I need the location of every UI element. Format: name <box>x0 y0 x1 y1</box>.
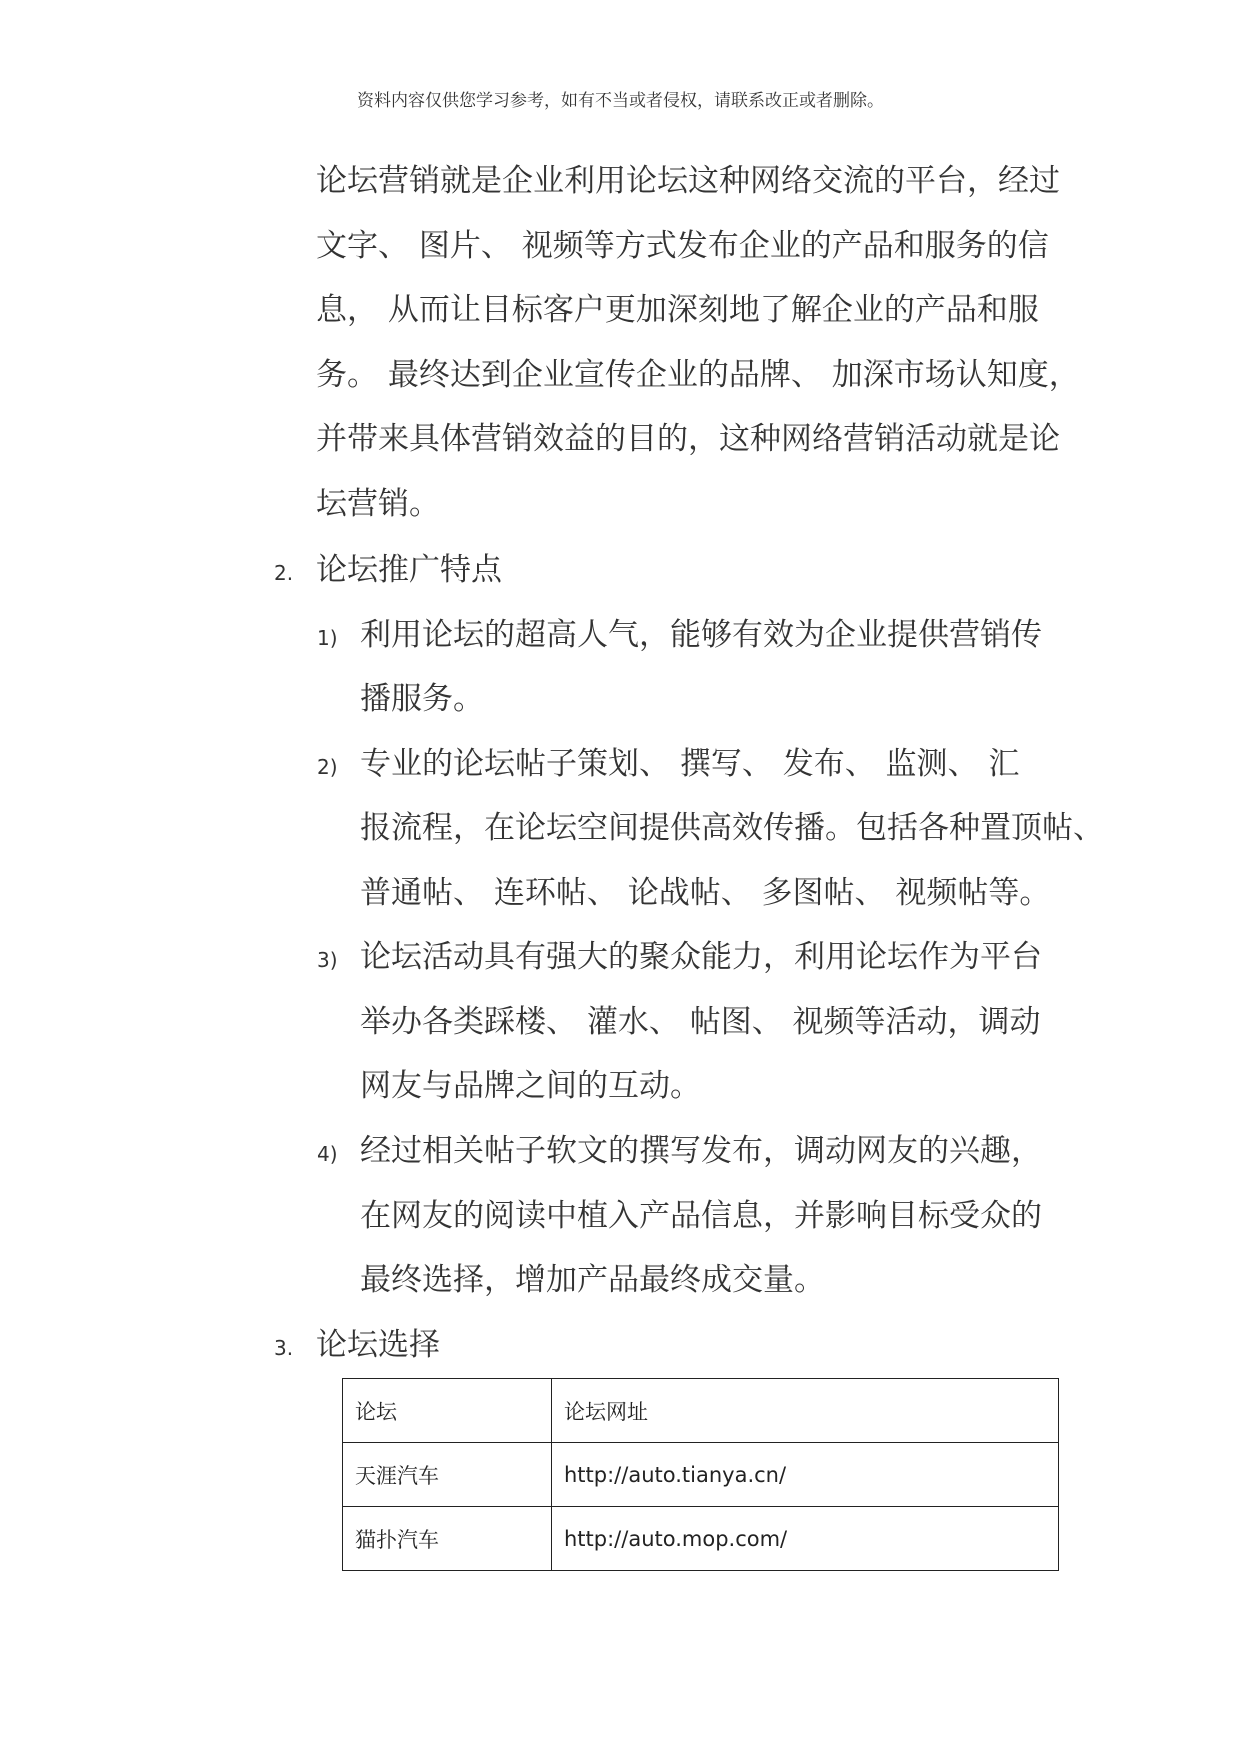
paragraph-line: 论坛营销就是企业利用论坛这种网络交流的平台，经过 <box>316 163 1060 199</box>
section-title: 论坛推广特点 <box>316 552 502 588</box>
forum-url-cell: http://auto.mop.com/ <box>552 1507 1059 1571</box>
table-row <box>343 1507 1059 1571</box>
list-item-line: 专业的论坛帖子策划、 撰写、 发布、 监测、 汇 <box>360 746 1020 782</box>
forum-url-cell: http://auto.tianya.cn/ <box>552 1443 1059 1507</box>
list-item-line: 最终选择，增加产品最终成交量。 <box>360 1262 825 1298</box>
list-item-line: 利用论坛的超高人气，能够有效为企业提供营销传 <box>360 617 1042 653</box>
list-item-line: 在网友的阅读中植入产品信息，并影响目标受众的 <box>360 1198 1042 1234</box>
paragraph-line: 文字、 图片、 视频等方式发布企业的产品和服务的信 <box>316 228 1049 264</box>
forum-name-cell: 天涯汽车 <box>343 1443 552 1507</box>
table-header-cell: 论坛网址 <box>552 1379 1059 1443</box>
list-item-line: 论坛活动具有强大的聚众能力，利用论坛作为平台 <box>360 939 1042 975</box>
table-row <box>343 1443 1059 1507</box>
list-item-line: 经过相关帖子软文的撰写发布，调动网友的兴趣， <box>360 1133 1042 1169</box>
paragraph-line: 息， 从而让目标客户更加深刻地了解企业的产品和服 <box>316 292 1039 328</box>
forum-table <box>342 1378 1059 1571</box>
list-item-number: 2) <box>317 755 338 779</box>
forum-name-cell: 猫扑汽车 <box>343 1507 552 1571</box>
paragraph-line: 务。 最终达到企业宣传企业的品牌、 加深市场认知度， <box>316 357 1080 393</box>
list-item-line: 举办各类踩楼、 灌水、 帖图、 视频等活动，调动 <box>360 1004 1041 1040</box>
list-item-number: 1) <box>317 626 338 650</box>
table-header-cell: 论坛 <box>343 1379 552 1443</box>
list-item-line: 报流程，在论坛空间提供高效传播。包括各种置顶帖、 <box>360 810 1104 846</box>
list-item-line: 播服务。 <box>360 681 484 717</box>
list-item-line: 网友与品牌之间的互动。 <box>360 1068 701 1104</box>
paragraph-line: 并带来具体营销效益的目的，这种网络营销活动就是论 <box>316 421 1060 457</box>
section-number: 3. <box>274 1336 294 1360</box>
page-header-note: 资料内容仅供您学习参考，如有不当或者侵权，请联系改正或者删除。 <box>357 91 884 111</box>
paragraph-line: 坛营销。 <box>316 486 440 522</box>
list-item-line: 普通帖、 连环帖、 论战帖、 多图帖、 视频帖等。 <box>360 875 1051 911</box>
section-title: 论坛选择 <box>316 1327 440 1363</box>
list-item-number: 3) <box>317 948 338 972</box>
section-number: 2. <box>274 561 294 585</box>
table-header-row <box>343 1379 1059 1443</box>
list-item-number: 4) <box>317 1142 338 1166</box>
